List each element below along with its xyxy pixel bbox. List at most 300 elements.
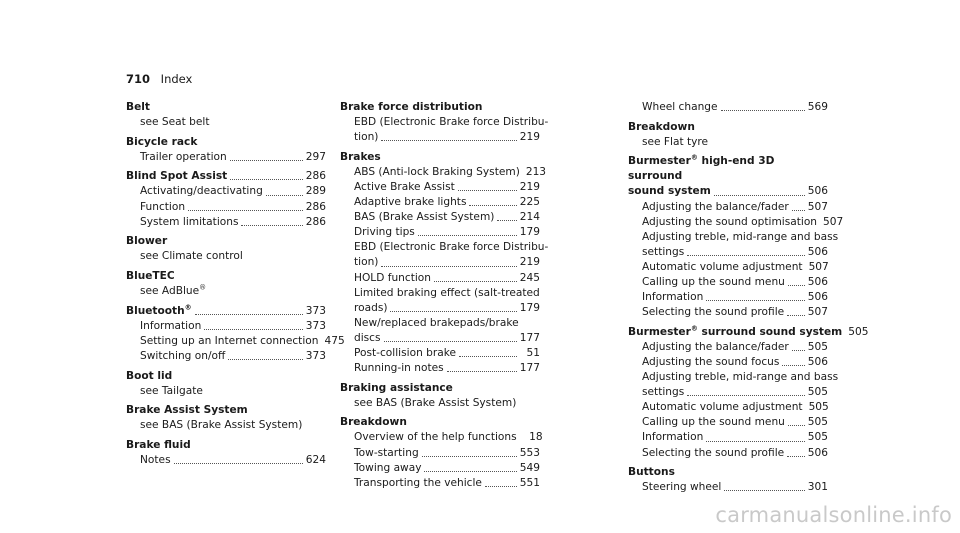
page-ref: 219 [519,131,540,144]
entry-text: see BAS (Brake Assist System) [140,419,303,432]
dot-leader [204,328,302,330]
entry-text: Post-collision brake [354,347,456,359]
page-ref: 549 [519,461,540,474]
dot-leader [188,209,303,211]
entry-heading[interactable] [126,438,326,453]
sub-entry-row[interactable] [140,319,326,334]
dot-leader [266,194,303,196]
dot-leader [230,159,303,161]
entry-text: see Tailgate [140,384,203,397]
page-ref: 286 [305,200,326,213]
dot-leader [228,358,302,360]
dot-leader [390,310,516,312]
heading-group [126,304,192,319]
dot-leader [195,313,303,315]
entry-heading[interactable] [126,403,326,418]
heading-group [126,135,197,150]
sub-entry-row[interactable] [354,331,540,346]
entry-text: sound system [628,185,711,198]
sub-entry-row[interactable] [642,290,828,305]
sub-entry [340,210,540,225]
dot-leader [792,349,805,351]
page-ref: 507 [823,215,844,228]
entry-text: Switching on/off [140,349,226,362]
sub-entry [126,349,326,364]
heading-group [340,381,453,396]
sub-entry-row[interactable] [354,461,540,476]
sub-entry-row[interactable] [354,301,540,316]
sub-entry-row[interactable] [354,255,540,270]
dot-leader [381,139,516,141]
index-entry [126,135,326,165]
heading-text: Burmester [628,155,691,168]
page-ref: 624 [305,453,326,466]
entry-heading[interactable] [126,169,326,184]
sub-entry [126,319,326,334]
heading-text: Brake Assist System [126,404,248,417]
page-ref: 506 [807,185,828,198]
index-entry [126,438,326,468]
heading-group [126,269,175,284]
sub-entry [126,284,326,299]
sub-entry [126,200,326,215]
dot-leader [485,485,517,487]
entry-text: Notes [140,453,171,466]
entry-text: Adjusting treble, mid-range and bass [642,371,839,384]
heading-text: Brakes [340,150,381,163]
page-ref: 219 [519,180,540,193]
entry-text: Active Brake Assist [354,180,455,193]
heading-text: Brake fluid [126,438,191,451]
page-ref: 506 [807,245,828,258]
entry-text: Selecting the sound profile [642,306,785,319]
sub-entry [628,446,828,461]
page-ref: 505 [807,386,828,399]
heading-group [340,150,381,165]
entry-heading[interactable] [126,369,326,384]
entry-text: Selecting the sound profile [642,446,785,459]
sub-entry [628,290,828,305]
sub-entry-row[interactable] [642,100,828,115]
sub-entry [340,225,540,240]
entry-heading[interactable] [126,269,326,284]
cross-reference[interactable] [140,115,326,130]
dot-leader [788,284,805,286]
sub-entry [340,165,547,180]
page-ref: 373 [305,319,326,332]
cross-reference[interactable] [140,249,326,264]
sub-entry [126,418,326,433]
entry-heading[interactable] [340,415,540,430]
heading-text: Buttons [628,466,675,479]
page-ref: 177 [519,331,540,344]
dot-leader [706,299,804,301]
heading-group [126,438,191,453]
dot-leader [469,204,516,206]
entry-text: Adjusting the sound focus [642,356,780,368]
entry-text: ABS (Anti-lock Braking System) [354,165,520,178]
entry-text: EBD (Electronic Brake force Distribu- [354,241,549,254]
page-number: 710 [126,72,151,86]
page-ref: 506 [807,291,828,304]
sub-entry [126,150,326,165]
page-ref: 51 [526,347,540,359]
sub-entry-row[interactable] [354,346,540,361]
entry-heading-row[interactable] [628,184,828,199]
page-ref: 179 [519,226,540,239]
sub-entry [628,355,828,370]
dot-leader [782,364,804,366]
index-entry [340,415,543,490]
sub-entry-row[interactable] [642,275,828,290]
page-ref: 551 [519,476,540,489]
sub-entry [126,184,326,199]
sub-entry [628,480,828,495]
watermark-text: carmanualsonline.info [715,503,952,527]
entry-heading[interactable] [126,100,326,115]
sub-entry-row[interactable] [140,215,326,230]
sub-entry [126,215,326,230]
heading-group [340,100,482,115]
dot-leader [458,189,517,191]
sub-entry-row[interactable] [354,180,540,195]
index-entry [126,234,326,264]
sub-entry-row[interactable] [354,210,540,225]
heading-group [126,369,172,384]
sub-entry [340,446,540,461]
dot-leader [418,234,517,236]
sub-entry-row[interactable] [642,415,828,430]
entry-text: Calling up the sound menu [642,416,785,429]
entry-text: Trailer operation [140,150,227,163]
heading-group [126,403,248,418]
heading-text: Bluetooth [126,304,185,317]
sub-entry-row[interactable] [140,150,326,165]
heading-group [628,465,675,480]
page-ref: 505 [848,325,869,338]
sub-entry-row[interactable] [642,215,844,230]
sub-entry [340,115,549,145]
sub-entry-row[interactable] [354,430,543,445]
sub-entry-row[interactable] [354,361,540,376]
registered-mark: ® [690,324,698,333]
index-entry [126,169,326,229]
sub-entry [628,200,828,215]
dot-leader [714,194,805,196]
entry-text: tion) [354,256,379,269]
entry-text: Calling up the sound menu [642,276,785,289]
entry-text: Adjusting treble, mid-range and bass [642,230,839,243]
sub-entry [340,461,540,476]
sub-entry [628,400,828,415]
dot-leader [422,455,517,457]
sub-entry-row[interactable] [140,184,326,199]
heading-group [126,100,150,115]
sub-entry-row[interactable] [642,305,828,320]
heading-text: Braking assistance [340,381,453,394]
index-entry [628,100,828,115]
entry-text: EBD (Electronic Brake force Distribu- [354,116,549,129]
entry-text: see Seat belt [140,116,210,129]
cross-reference[interactable] [140,418,326,433]
sub-entry-row[interactable] [354,446,540,461]
sub-entry [126,384,326,399]
dot-leader [687,254,805,256]
sub-entry-row[interactable] [642,446,828,461]
heading-text-rest: high-end 3D surround [628,155,775,183]
entry-text: Function [140,200,186,213]
index-entry [340,100,549,145]
page-ref: 506 [807,356,828,368]
page-ref: 297 [305,150,326,163]
dot-leader [230,178,303,180]
sub-entry [628,230,839,260]
entry-text: tion) [354,131,379,144]
entry-text: see Climate control [140,250,243,263]
sub-entry [340,195,540,210]
sub-entry-row[interactable] [354,225,540,240]
page-ref: 301 [807,481,828,494]
dot-leader [721,109,805,111]
page-ref: 179 [519,301,540,314]
registered-mark: ® [184,303,192,312]
page-ref: 225 [519,196,540,209]
entry-text: roads) [354,301,388,314]
sub-entry [340,286,540,316]
index-column-3 [628,100,869,500]
dot-leader [384,340,517,342]
page-ref: 245 [519,271,540,284]
entry-text: settings [642,386,685,399]
cross-reference[interactable] [642,135,828,150]
page-ref: 286 [305,170,326,183]
index-column-2 [340,100,549,495]
entry-heading[interactable] [340,100,540,115]
entry-text: Adjusting the sound optimisation [642,215,818,228]
heading-text: Blind Spot Assist [126,170,228,183]
heading-text: Boot lid [126,369,173,382]
page-ref: 569 [807,101,828,113]
heading-group [126,169,227,184]
sub-entry-row[interactable] [354,476,540,491]
heading-text: Breakdown [340,416,407,429]
sub-entry-row[interactable] [642,430,828,445]
sub-entry-row[interactable] [140,453,326,468]
registered-mark: ® [690,153,698,162]
dot-leader [381,265,516,267]
sub-entry [628,260,828,275]
page-ref: 506 [807,446,828,459]
index-entry [340,150,549,376]
dot-leader [792,209,805,211]
dot-leader [687,394,805,396]
heading-text: Breakdown [628,120,695,133]
sub-entry [340,396,540,411]
sub-entry [340,361,540,376]
heading-group [628,120,695,135]
page-ref: 373 [305,349,326,362]
sub-entry [340,180,540,195]
sub-entry-row[interactable] [354,195,540,210]
sub-entry-row[interactable] [642,480,828,495]
dot-leader [788,424,805,426]
sub-entry-row[interactable] [642,355,828,370]
heading-text: BlueTEC [126,269,175,282]
section-title: Index [160,72,193,86]
entry-heading[interactable] [126,234,326,249]
entry-text: Adjusting the balance/fader [642,200,789,213]
dot-leader [497,219,516,221]
entry-text: see BAS (Brake Assist System) [354,396,517,409]
index-entry [126,303,345,364]
index-entry [628,465,828,495]
page-ref: 505 [807,340,828,353]
sub-entry [628,215,844,230]
index-entry [628,120,828,150]
page-ref: 507 [807,200,828,213]
sub-entry [340,240,549,270]
entry-text: Setting up an Internet connection [140,334,319,347]
cross-reference[interactable] [354,396,540,411]
entry-text: Information [642,431,704,444]
page-ref: 213 [525,165,547,178]
sub-entry [126,453,326,468]
sub-entry-row[interactable] [642,245,828,260]
entry-text: System limitations [140,215,239,228]
heading-text: Belt [126,101,150,113]
page-ref: 505 [808,401,829,414]
heading-text: Burmester [628,325,691,338]
page-ref: 507 [808,260,829,273]
entry-text: Adaptive brake lights [354,196,467,209]
index-column-1 [126,100,345,473]
entry-text: discs [354,331,381,344]
entry-text: Steering wheel [642,481,722,494]
index-entry [126,269,326,299]
entry-text: Running-in notes [354,362,444,375]
sub-entry-row[interactable] [642,200,828,215]
entry-heading[interactable] [126,304,326,319]
entry-heading [628,154,828,184]
entry-text: Adjusting the balance/fader [642,340,789,353]
page-ref: 373 [305,304,326,317]
sub-entry-row[interactable] [354,165,547,180]
page-ref: 219 [519,256,540,269]
sub-entry [628,370,839,400]
heading-text: Bicycle rack [126,135,198,148]
sub-entry [628,340,828,355]
entry-text: New/replaced brakepads/brake [354,316,519,329]
entry-heading[interactable] [126,135,326,150]
sub-entry-row[interactable] [642,385,828,400]
entry-heading[interactable] [340,150,540,165]
sub-entry-row[interactable] [354,271,540,286]
dot-leader [447,370,517,372]
sub-entry-row[interactable] [140,334,345,349]
page-ref: 506 [807,276,828,289]
sub-entry-row[interactable] [642,340,828,355]
index-entry [628,153,844,320]
heading-text: Brake force distribution [340,101,483,113]
heading-group [340,415,407,430]
index-entry [628,324,869,461]
sub-entry-row[interactable] [140,349,326,364]
entry-heading[interactable] [628,120,828,135]
cross-reference[interactable] [140,284,326,299]
entry-text: Activating/deactivating [140,185,263,198]
sub-entry-row[interactable] [140,200,326,215]
entry-text: Information [642,291,704,304]
index-entry [126,403,326,433]
dot-leader [434,280,517,282]
entry-text: Overview of the help functions [354,431,517,444]
page-ref: 214 [519,211,540,224]
page-ref: 177 [519,362,540,375]
page-ref: 289 [305,185,326,198]
sub-entry [340,476,540,491]
index-entry [126,100,326,130]
entry-text: Information [140,319,202,332]
sub-entry [340,316,540,346]
entry-text: HOLD function [354,271,432,284]
dot-leader [724,489,804,491]
dot-leader [424,470,516,472]
sub-entry-row[interactable] [354,130,540,145]
entry-text: Driving tips [354,226,415,239]
dot-leader [174,462,303,464]
heading-text-rest: surround sound system [697,325,843,338]
page-header [126,72,192,86]
page-ref: 286 [305,215,326,228]
entry-text: Limited braking effect (salt-treated [354,286,540,299]
entry-text: Wheel change [642,101,718,113]
page-ref: 507 [807,306,828,319]
dot-leader [787,314,805,316]
entry-text: Towing away [354,461,422,474]
sub-entry [628,430,828,445]
sub-entry [628,415,828,430]
entry-text: BAS (Brake Assist System) [354,211,495,224]
cross-reference[interactable] [140,384,326,399]
dot-leader [459,355,517,357]
entry-text: Tow-starting [354,446,419,459]
sub-entry-row[interactable] [642,400,828,415]
heading-text: Blower [126,235,168,248]
entry-text: Automatic volume adjustment [642,401,803,414]
sub-entry [340,346,540,361]
registered-mark: ® [199,283,207,292]
heading-group [126,234,167,249]
sub-entry [340,271,540,286]
entry-text: Automatic volume adjustment [642,260,803,273]
entry-heading[interactable] [340,381,540,396]
dot-leader [787,455,805,457]
dot-leader [241,224,302,226]
entry-heading[interactable] [628,324,869,340]
dot-leader [706,440,804,442]
index-entry [340,381,540,411]
sub-entry [126,115,326,130]
page-ref: 475 [324,334,345,347]
entry-text: see Flat tyre [642,135,709,148]
sub-entry [628,135,828,150]
entry-text: see AdBlue [140,285,200,298]
sub-entry [628,305,828,320]
entry-heading[interactable] [628,465,828,480]
index-entry [126,369,326,399]
sub-entry [628,100,828,115]
sub-entry-row[interactable] [642,260,828,275]
